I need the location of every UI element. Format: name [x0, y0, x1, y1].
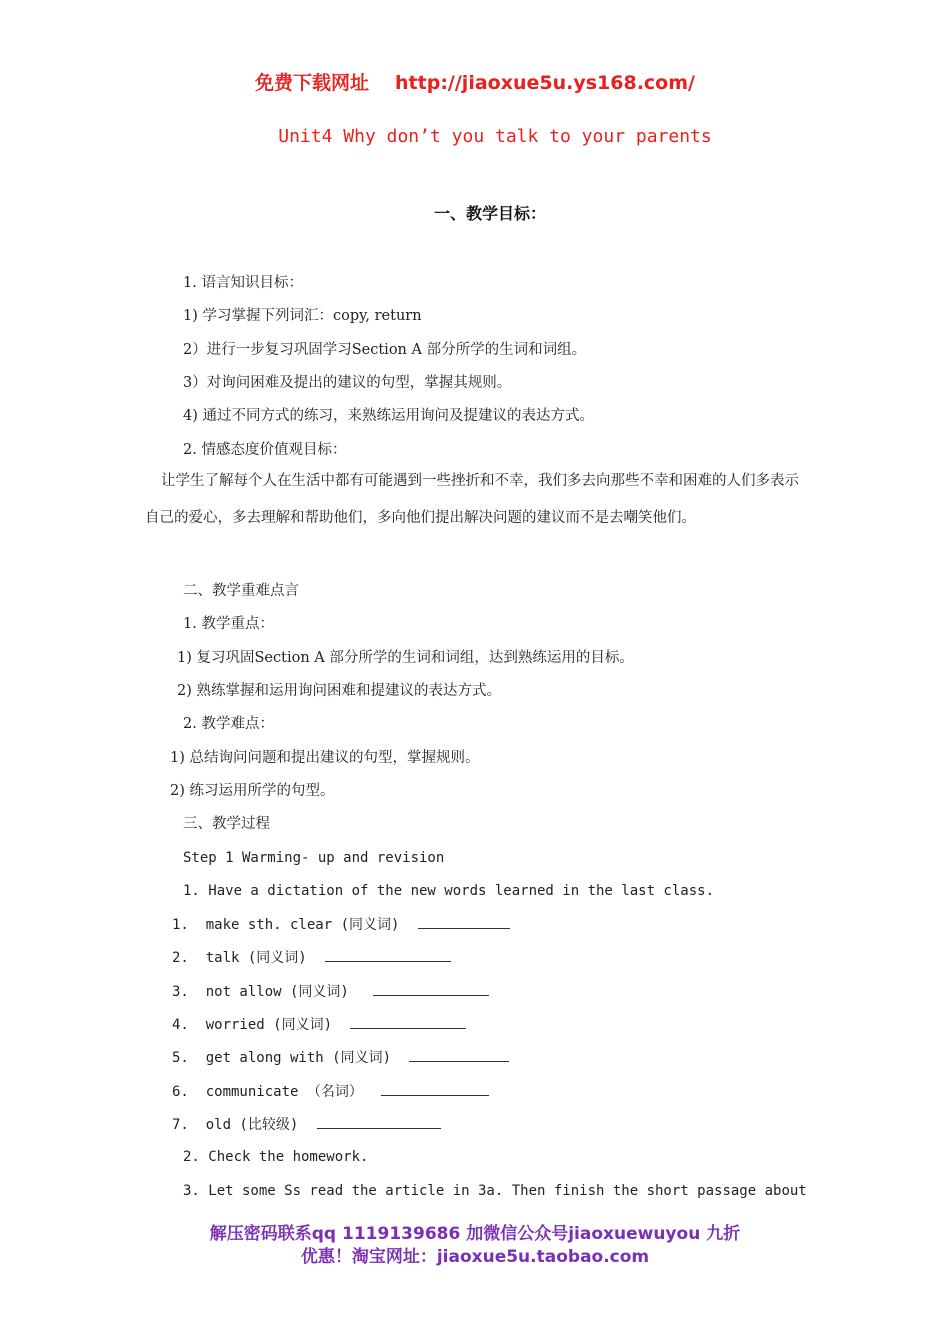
word-number: 4.	[172, 1017, 189, 1033]
footer-line1: 解压密码联系qq 1119139686 加微信公众号jiaoxuewuyou 九折	[209, 1224, 741, 1244]
section3-heading: 三、教学过程	[183, 816, 270, 832]
word-item	[172, 1047, 509, 1068]
section2-sub4: 2) 练习运用所学的句型。	[170, 783, 335, 799]
section2-heading: 二、教学重难点言	[183, 583, 299, 599]
section1-sub2: 2）进行一步复习巩固学习Section A 部分所学的生词和词组。	[183, 342, 587, 358]
section2-item1: 1. 教学重点：	[183, 616, 274, 632]
word-item	[172, 981, 489, 1002]
task3-text: 3. Let some Ss read the article in 3a. Then finish the short passage about	[183, 1183, 807, 1199]
section1-item2: 2. 情感态度价值观目标：	[183, 442, 347, 458]
word-number: 6.	[172, 1084, 189, 1100]
header-label: 免费下载网址	[255, 72, 370, 94]
word-text: make sth. clear (同义词)	[205, 917, 400, 933]
answer-blank[interactable]	[373, 981, 489, 996]
word-item	[172, 914, 510, 935]
word-item	[172, 1114, 441, 1135]
task2-text: 2. Check the homework.	[183, 1149, 369, 1165]
section1-paragraph: 让学生了解每个人在生活中都有可能遇到一些挫折和不幸，我们多去向那些不幸和困难的人们多表示自己的爱心，多去理解和帮助他们，多向他们提出解决问题的建议而不是去嘲笑他们。	[145, 473, 799, 526]
word-number: 7.	[172, 1117, 189, 1133]
step1-title: Step 1 Warming- up and revision	[183, 850, 445, 866]
header-url-link[interactable]: http://jiaoxue5u.ys168.com/	[395, 72, 695, 94]
task1-text: 1. Have a dictation of the new words learned in the last class.	[183, 883, 715, 899]
section2-sub3: 1) 总结询问问题和提出建议的句型，掌握规则。	[170, 750, 480, 766]
word-text: worried (同义词)	[205, 1017, 333, 1033]
word-text: get along with (同义词)	[205, 1050, 392, 1066]
section2-sub2: 2) 熟练掌握和运用询问困难和提建议的表达方式。	[177, 683, 501, 699]
section1-heading: 一、教学目标：	[433, 204, 546, 223]
document-title: Unit4 Why don’t you talk to your parents	[278, 126, 712, 147]
answer-blank[interactable]	[418, 914, 510, 929]
word-text: communicate （名词）	[205, 1084, 363, 1100]
answer-blank[interactable]	[381, 1081, 489, 1096]
section2-sub1: 1) 复习巩固Section A 部分所学的生词和词组，达到熟练运用的目标。	[177, 650, 634, 666]
section1-sub4: 4) 通过不同方式的练习，来熟练运用询问及提建议的表达方式。	[183, 408, 594, 424]
word-text: talk (同义词)	[205, 950, 307, 966]
header-banner	[0, 68, 950, 95]
section2-item2: 2. 教学难点：	[183, 716, 274, 732]
word-text: old (比较级)	[205, 1117, 299, 1133]
answer-blank[interactable]	[325, 947, 451, 962]
answer-blank[interactable]	[350, 1014, 466, 1029]
word-text: not allow (同义词)	[205, 984, 349, 1000]
section1-sub3: 3）对询问困难及提出的建议的句型，掌握其规则。	[183, 375, 512, 391]
word-item	[172, 1014, 466, 1035]
footer-line2: 优惠！淘宝网址：jiaoxue5u.taobao.com	[300, 1247, 650, 1267]
answer-blank[interactable]	[409, 1047, 509, 1062]
word-number: 3.	[172, 984, 189, 1000]
word-number: 1.	[172, 917, 189, 933]
word-item	[172, 947, 451, 968]
section1-item1: 1. 语言知识目标：	[183, 275, 303, 291]
answer-blank[interactable]	[317, 1114, 441, 1129]
word-item	[172, 1081, 489, 1102]
word-number: 2.	[172, 950, 189, 966]
word-number: 5.	[172, 1050, 189, 1066]
section1-sub1: 1) 学习掌握下列词汇：copy, return	[183, 308, 422, 324]
